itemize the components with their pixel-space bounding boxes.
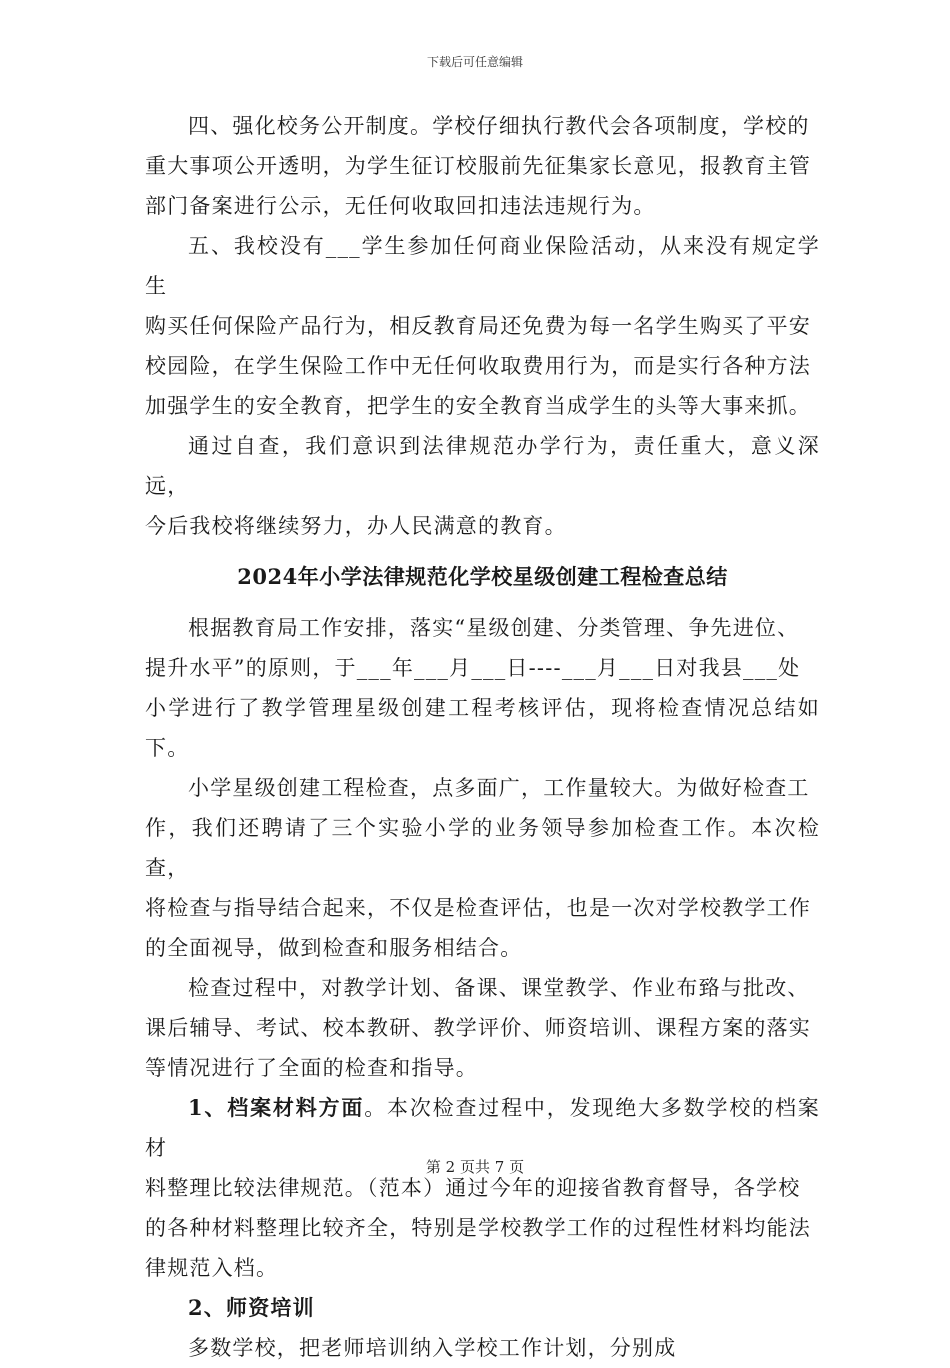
text-line: 校园险，在学生保险工作中无任何收取费用行为，而是实行各种方法 <box>145 354 811 378</box>
text-line: 课后辅导、考试、校本教研、教学评价、师资培训、课程方案的落实 <box>145 1016 811 1040</box>
section-heading: 2、师资培训 <box>188 1295 315 1320</box>
paragraph-self-check <box>145 426 820 546</box>
text-line: 小学星级创建工程检查，点多面广，工作量较大。为做好检查工 <box>188 776 810 800</box>
document-body <box>145 106 820 1368</box>
text-line: 将检查与指导结合起来，不仅是检查评估，也是一次对学校教学工作 <box>145 896 811 920</box>
paragraph-four <box>145 106 820 226</box>
text-line: 通过自查，我们意识到法律规范办学行为，责任重大，意义深远， <box>145 434 820 498</box>
text-line: 重大事项公开透明，为学生征订校服前先征集家长意见，报教育主管 <box>145 154 811 178</box>
text-line: 加强学生的安全教育，把学生的安全教育当成学生的头等大事来抓。 <box>145 394 811 418</box>
text-line: 多数学校，把老师培训纳入学校工作计划，分别成 <box>188 1336 677 1360</box>
text-line: 根据教育局工作安排，落实“星级创建、分类管理、争先进位、 <box>188 616 800 640</box>
text-line: 的各种材料整理比较齐全，特别是学校教学工作的过程性材料均能法 <box>145 1216 811 1240</box>
text-line: 等情况进行了全面的检查和指导。 <box>145 1056 478 1080</box>
text-line: 五、我校没有___学生参加任何商业保险活动，从来没有规定学生 <box>145 234 820 298</box>
text-line: 今后我校将继续努力，办人民满意的教育。 <box>145 514 567 538</box>
paragraph-five <box>145 226 820 426</box>
section-title: 2024年小学法律规范化学校星级创建工程检查总结 <box>237 564 728 589</box>
text-run: 。本次检查过程中，发现绝大多数学校的档案材 <box>145 1096 820 1160</box>
paragraph-process <box>145 968 820 1088</box>
paragraph-inspection <box>145 768 820 968</box>
paragraph-archives <box>145 1088 820 1288</box>
paragraph-arrangement <box>145 608 820 768</box>
page-header: 下载后可任意编辑 <box>426 55 523 69</box>
text-line: 作，我们还聘请了三个实验小学的业务领导参加检查工作。本次检查， <box>145 816 820 880</box>
section-heading: 1、档案材料方面 <box>188 1095 365 1120</box>
text-line: 部门备案进行公示，无任何收取回扣违法违规行为。 <box>145 194 656 218</box>
text-line: 料整理比较法律规范。（范本）通过今年的迎接省教育督导，各学校 <box>145 1176 801 1200</box>
text-line: 律规范入档。 <box>145 1256 279 1280</box>
text-line: 检查过程中，对教学计划、备课、课堂教学、作业布臵与批改、 <box>188 976 810 1000</box>
text-line: 提升水平”的原则，于___年___月___日----___月___日对我县___处 <box>145 656 801 680</box>
page-number: 第 2 页共 7 页 <box>425 1158 525 1176</box>
text-line: 购买任何保险产品行为，相反教育局还免费为每一名学生购买了平安 <box>145 314 811 338</box>
text-line: 的全面视导，做到检查和服务相结合。 <box>145 936 523 960</box>
paragraph-teacher-training <box>145 1328 820 1368</box>
text-line: 小学进行了教学管理星级创建工程考核评估，现将检查情况总结如下。 <box>145 696 820 760</box>
text-line: 四、强化校务公开制度。学校仔细执行教代会各项制度，学校的 <box>188 114 810 138</box>
paragraph-teacher-training-heading <box>145 1288 820 1328</box>
